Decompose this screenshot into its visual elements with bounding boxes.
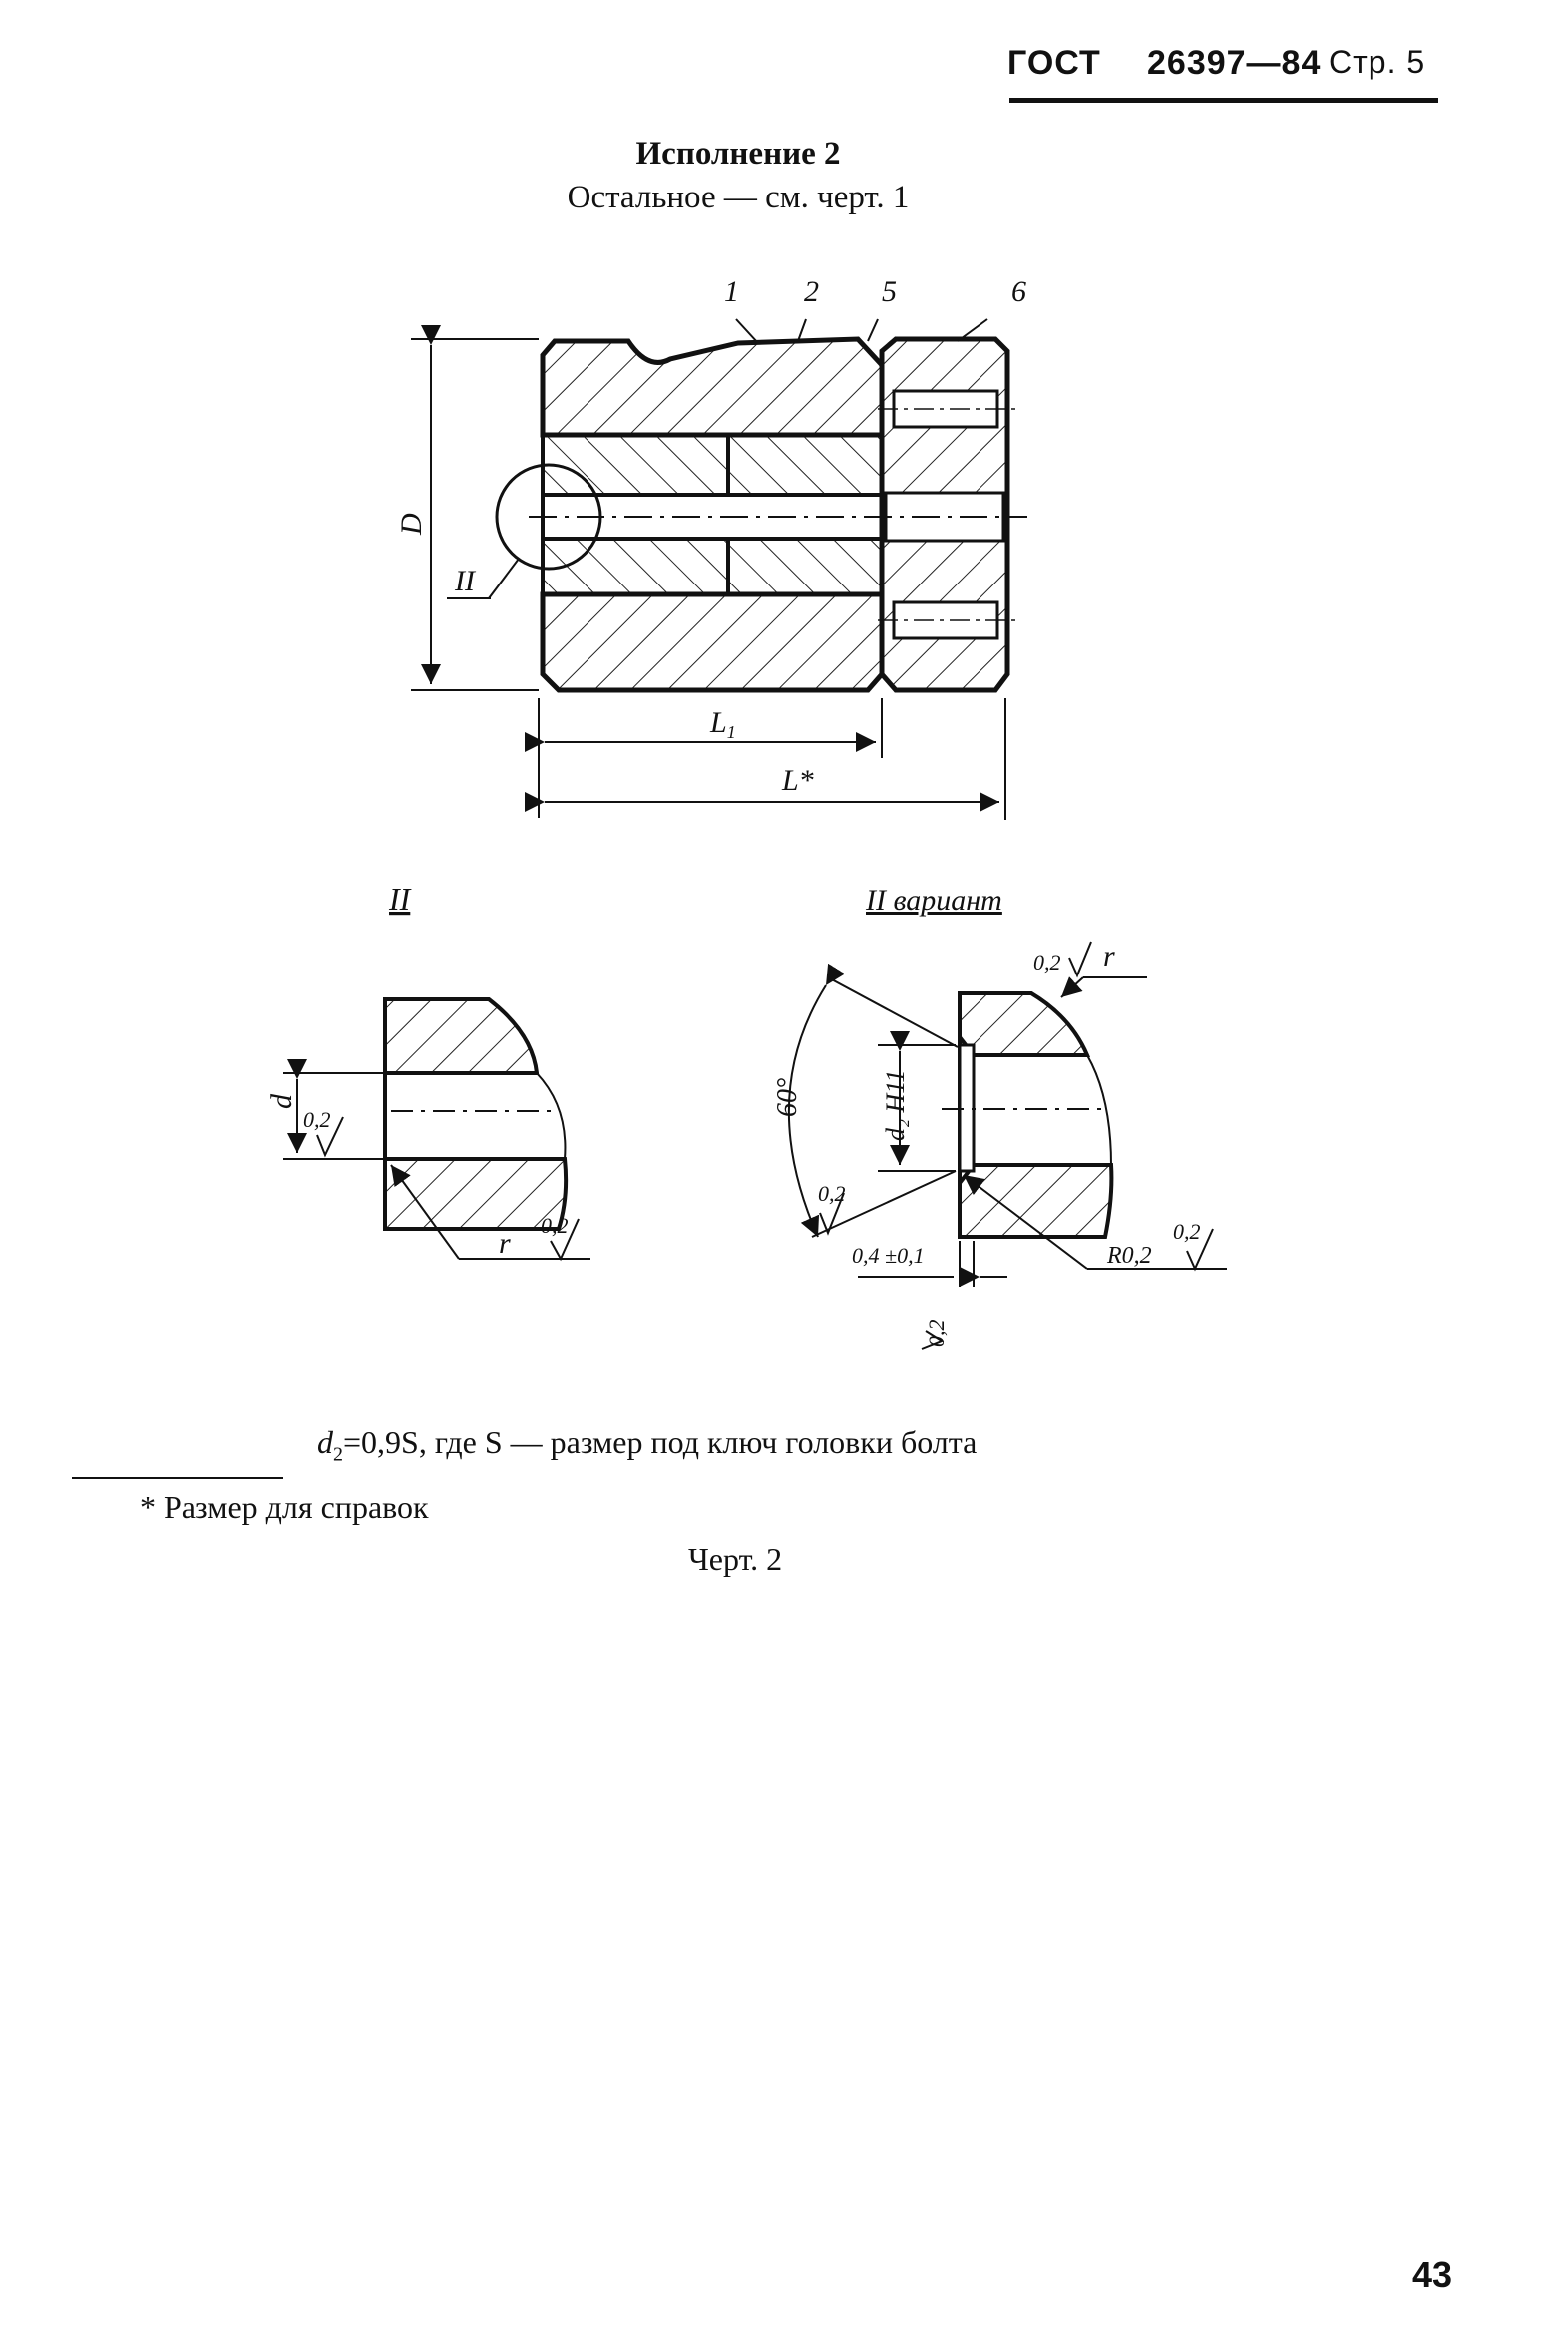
standard-number: 26397—84	[1147, 44, 1322, 82]
dim-l-total-label: L*	[782, 764, 814, 797]
detail-a-r-label: r	[499, 1227, 511, 1260]
detail-b-roughness-top: 0,2	[1033, 950, 1061, 974]
insert-lower-right	[728, 539, 882, 594]
variant-title: Исполнение 2	[635, 136, 841, 172]
callout-1: 1	[724, 275, 739, 308]
formula-lhs-sub: 2	[333, 1443, 343, 1466]
detail-b-radius: R0,2	[1107, 1243, 1152, 1269]
standard-label: ГОСТ	[1007, 44, 1101, 82]
nut-thread-lower	[894, 602, 997, 638]
detail-a-title: II	[389, 881, 411, 917]
body-upper-section	[543, 339, 882, 435]
insert-upper-left	[543, 435, 728, 495]
detail-b-view	[789, 942, 1227, 1349]
detail-b-roughness-right: 0,2	[1173, 1219, 1201, 1244]
detail-b-title: II вариант	[866, 884, 1002, 917]
footnote-rule	[72, 1477, 283, 1479]
callout-5: 5	[882, 275, 897, 308]
detail-b-offset: 0,4 ±0,1	[852, 1243, 925, 1268]
detail-b-d2-label: d₂ H11	[881, 1069, 910, 1141]
formula-line	[317, 1424, 977, 1466]
callout-2: 2	[804, 275, 819, 308]
callout-6: 6	[1011, 275, 1026, 308]
detail-b-roughness-left: 0,2	[818, 1181, 846, 1206]
detail-mark-label: II	[455, 565, 475, 597]
detail-b-roughness-bottom: 0,2	[924, 1319, 949, 1347]
insert-lower-left	[543, 539, 728, 594]
formula-lhs: d	[317, 1424, 333, 1460]
page-label: Стр. 5	[1329, 44, 1426, 80]
detail-a-d-label: d	[265, 1094, 298, 1109]
dim-diameter-label: D	[395, 513, 428, 535]
variant-note: Остальное — см. черт. 1	[567, 180, 910, 215]
figure-caption: Черт. 2	[688, 1541, 783, 1577]
body-lower-section	[543, 594, 882, 690]
main-section-view	[411, 319, 1027, 820]
detail-b-r-label: r	[1103, 940, 1115, 973]
detail-a-roughness-2: 0,2	[541, 1213, 569, 1238]
dim-l1-label: $L_1$	[710, 706, 736, 742]
detail-a-roughness-1: 0,2	[303, 1107, 331, 1132]
page-number: 43	[1412, 2254, 1453, 2295]
formula-text: =0,9S, где S — размер под ключ головки болта	[343, 1424, 978, 1460]
detail-b-angle: 60°	[772, 1077, 803, 1117]
nut-thread-upper	[894, 391, 997, 427]
footnote: * Размер для справок	[140, 1489, 429, 1525]
insert-upper-right	[728, 435, 882, 495]
